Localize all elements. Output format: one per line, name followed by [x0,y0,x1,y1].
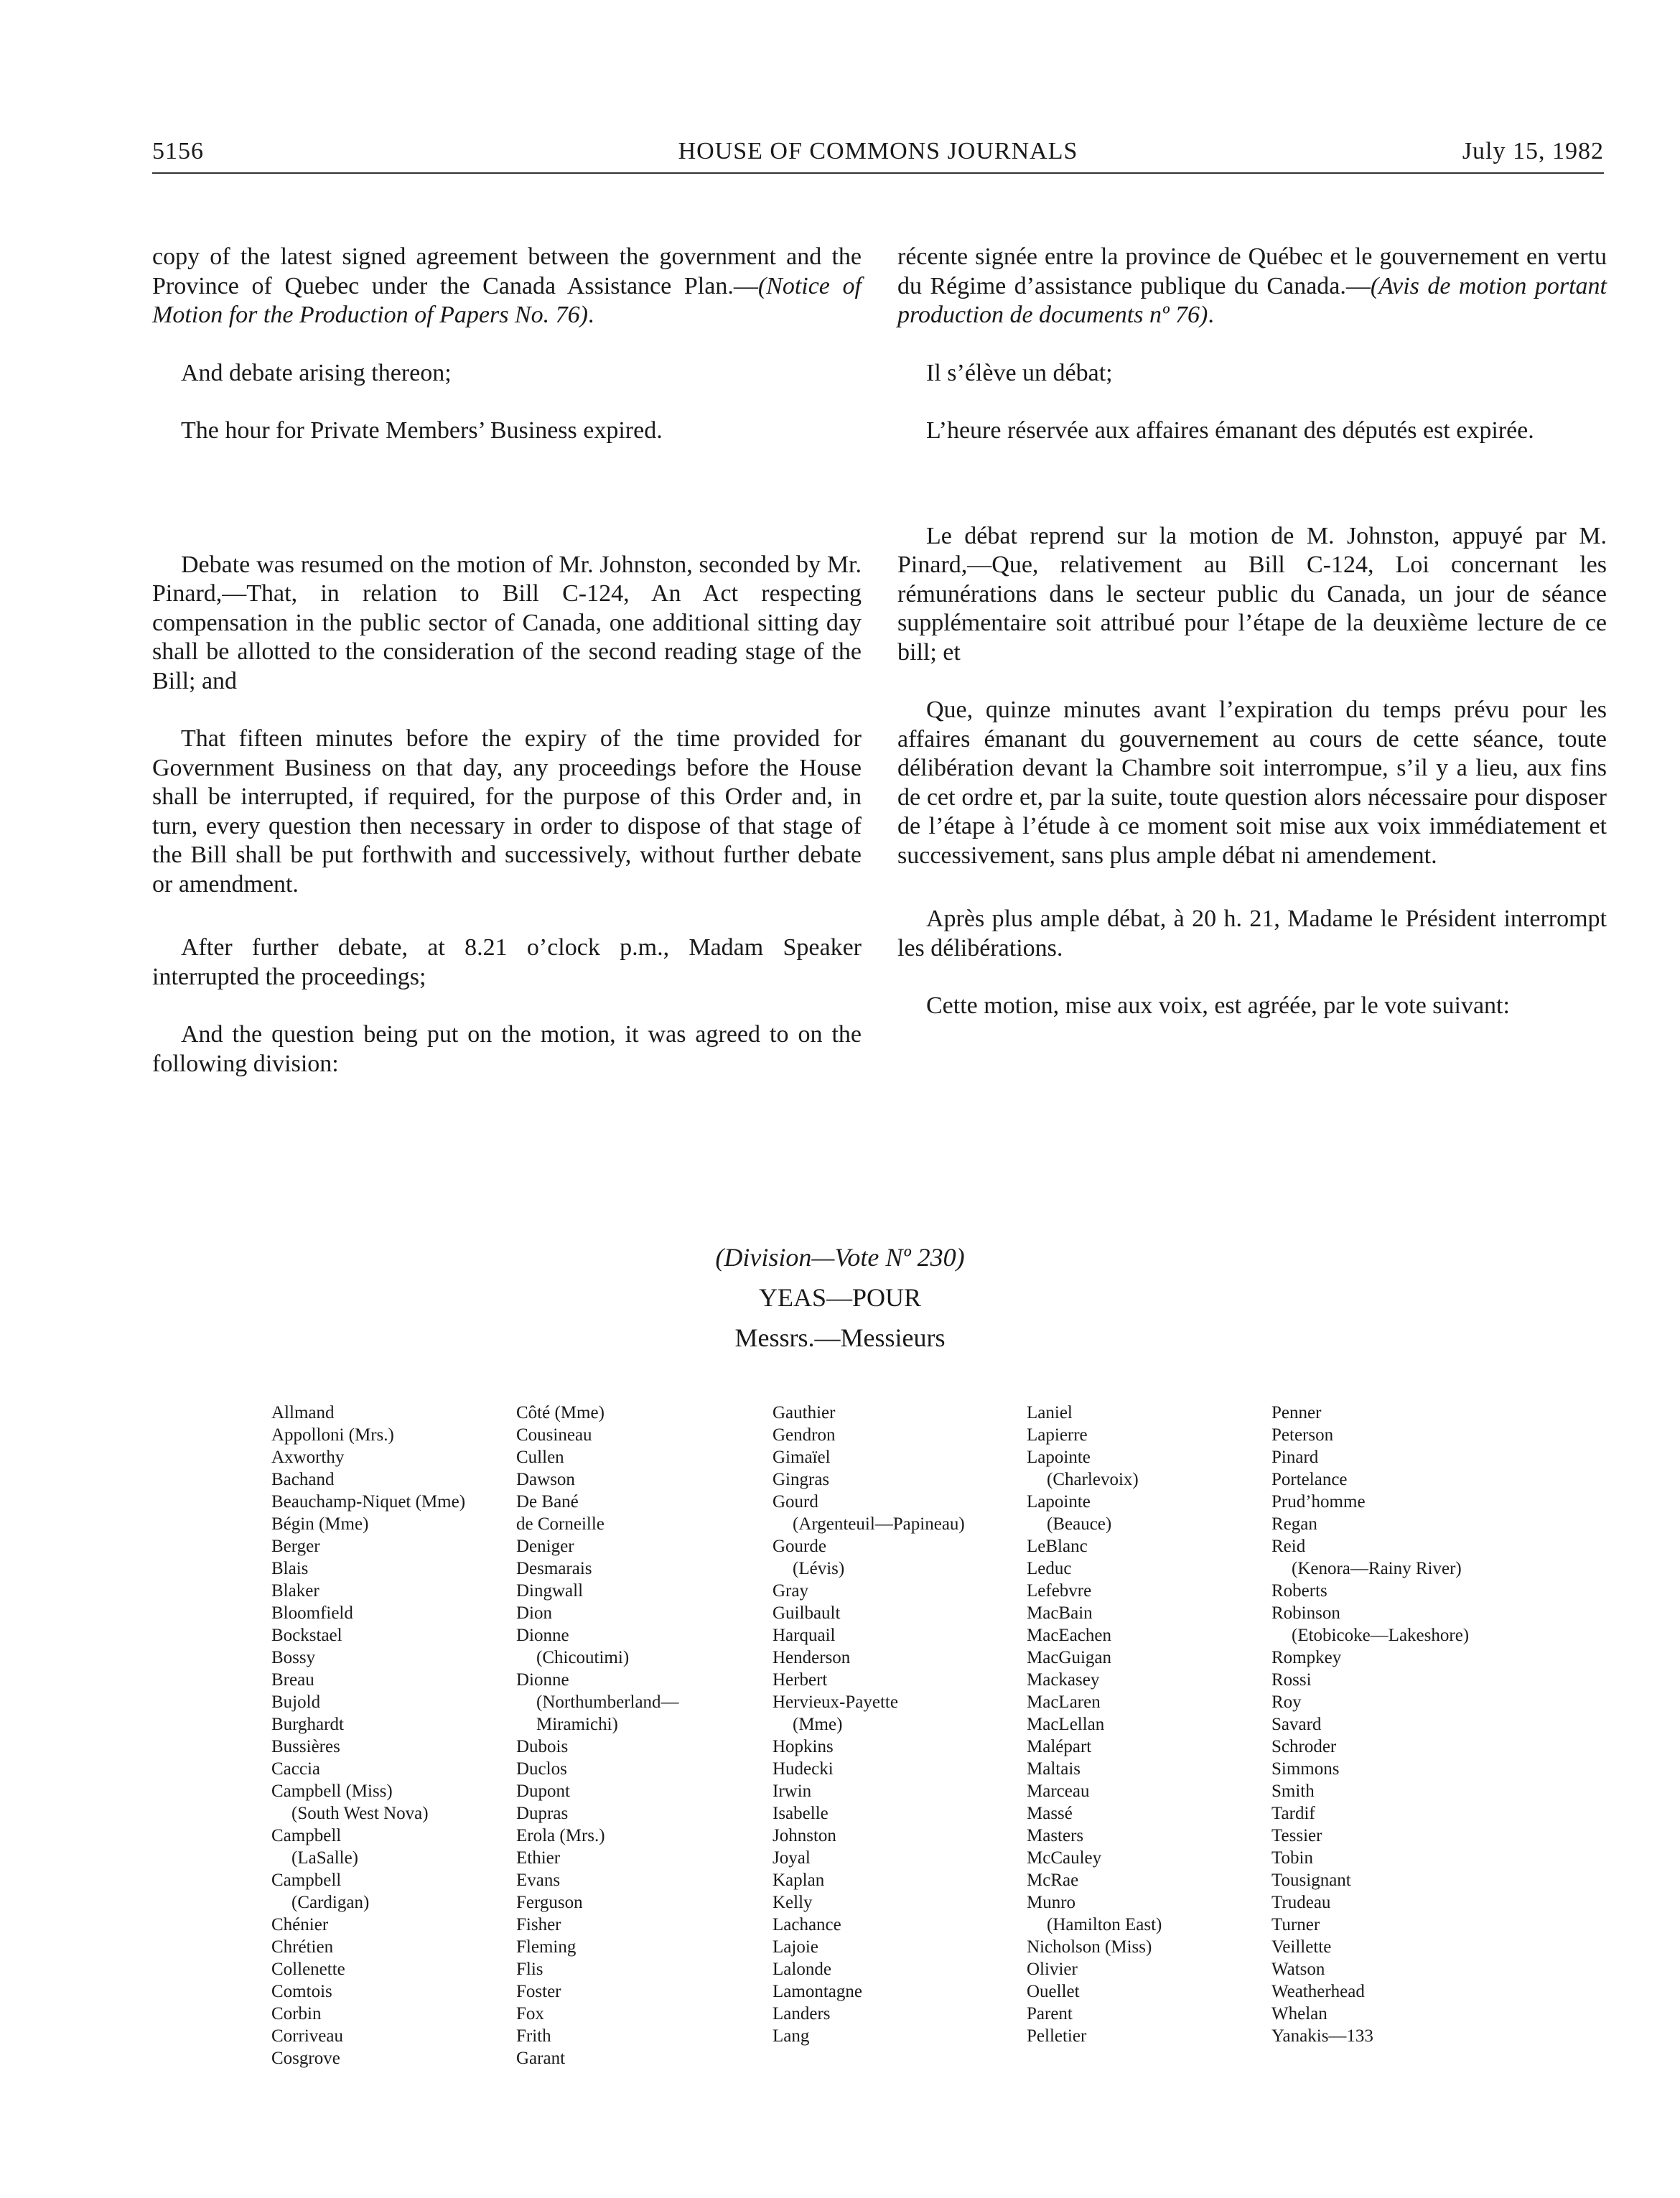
member-name: Irwin [773,1782,812,1801]
journal-title: HOUSE OF COMMONS JOURNALS [678,138,1078,164]
member-name: Burghardt [271,1715,344,1734]
member-name: Massé [1027,1804,1073,1823]
member-name: Lefebvre [1027,1581,1092,1601]
member-name: Prud’homme [1271,1492,1366,1512]
member-name: Savard [1271,1715,1322,1734]
member-name: MacLaren [1027,1692,1101,1712]
member-name: Deniger [516,1537,574,1556]
member-name: Tousignant [1271,1871,1351,1890]
member-name: Portelance [1271,1470,1348,1489]
member-name: Lang [773,2026,810,2046]
names-column-2 [516,1402,679,2069]
member-name: Gourd [773,1492,818,1512]
member-name: Dionne [516,1670,569,1690]
member-name: Dingwall [516,1581,584,1601]
member-name: Caccia [271,1759,321,1779]
member-name: Simmons [1271,1759,1340,1779]
member-name: (Charlevoix) [1047,1470,1139,1489]
page-header [152,138,1604,172]
member-name: Gauthier [773,1403,836,1422]
member-name: Bossy [271,1648,316,1667]
member-name: Gourde [773,1537,826,1556]
french-column [897,243,1607,1021]
fr-paragraph-2: Il s’élève un débat; [926,359,1113,386]
member-name: Cosgrove [271,2049,340,2068]
member-name: Breau [271,1670,314,1690]
member-name: Campbell [271,1826,342,1845]
member-name: Roberts [1271,1581,1327,1601]
en-paragraph-1: copy of the latest signed agreement between the government and the Province of Quebec under the Canada Assistance Plan.—(Notice of Motion for the Production of Papers No. 76). [152,243,862,328]
member-name: Gingras [773,1470,830,1489]
member-name: Dupras [516,1804,569,1823]
member-name: Rossi [1271,1670,1312,1690]
member-name: (Beauce) [1047,1514,1112,1534]
names-column-4 [1027,1402,1162,2047]
member-name: Dubois [516,1737,569,1756]
member-name: MacLellan [1027,1715,1105,1734]
header-rule [152,172,1604,174]
member-name: Peterson [1271,1425,1334,1445]
member-name: McRae [1027,1871,1079,1890]
member-name: Miramichi) [536,1715,618,1734]
names-column-1 [271,1402,465,2069]
member-name: LeBlanc [1027,1537,1088,1556]
member-name: Hudecki [773,1759,834,1779]
member-name: Bussières [271,1737,340,1756]
en-paragraph-2: And debate arising thereon; [181,359,452,386]
member-name: (Hamilton East) [1047,1915,1162,1934]
member-name: Rompkey [1271,1648,1342,1667]
member-name: Cullen [516,1448,564,1467]
en-paragraph-5: That fifteen minutes before the expiry of the time provided for Government Business on that day, any proceedings before the House shall be interrupted, if required, for the purpose of this Order and, in turn, every question then necessary in order to dispose of that stage of the Bill shall be put forthwith and successively, without further debate or amendment. [152,725,862,898]
member-name: Dionne [516,1626,569,1645]
member-name: Flis [516,1960,543,1979]
member-name: Lapierre [1027,1425,1088,1445]
member-name: Reid [1271,1537,1306,1556]
member-name: Johnston [773,1826,836,1845]
member-name: Duclos [516,1759,567,1779]
member-name: Masters [1027,1826,1084,1845]
member-name: Cousineau [516,1425,592,1445]
member-name: Tobin [1271,1848,1313,1868]
messrs-heading: Messrs.—Messieurs [734,1323,946,1352]
member-name: Lachance [773,1915,841,1934]
member-name: Gray [773,1581,808,1601]
member-name: Bujold [271,1692,321,1712]
en-paragraph-6: After further debate, at 8.21 o’clock p.m., Madam Speaker interrupted the proceedings; [152,934,862,990]
member-name: Desmarais [516,1559,592,1578]
member-name: Maltais [1027,1759,1081,1779]
member-name: Collenette [271,1960,345,1979]
division-title: (Division—Vote Nº 230) [715,1243,965,1272]
member-name: Tardif [1271,1804,1315,1823]
member-name: De Bané [516,1492,579,1512]
member-name: Lapointe [1027,1448,1091,1467]
member-name: Erola (Mrs.) [516,1826,605,1845]
member-name: Kaplan [773,1871,825,1890]
member-name: Bockstael [271,1626,342,1645]
member-name: Tessier [1271,1826,1322,1845]
member-name: Herbert [773,1670,828,1690]
member-name: Lapointe [1027,1492,1091,1512]
member-name: (Northumberland— [536,1692,679,1712]
member-name: McCauley [1027,1848,1102,1868]
names-column-5 [1271,1402,1469,2047]
member-name: Lajoie [773,1937,818,1957]
member-name: Harquail [773,1626,836,1645]
member-name: Guilbault [773,1603,841,1623]
member-name: Dupont [516,1782,570,1801]
member-name: Foster [516,1982,561,2001]
member-name: Ferguson [516,1893,583,1912]
member-name: Evans [516,1871,561,1890]
member-name: Frith [516,2026,551,2046]
member-name: Whelan [1271,2004,1327,2024]
member-name: Hervieux-Payette [773,1692,898,1712]
member-name: Blais [271,1559,309,1578]
member-name: Fisher [516,1915,561,1934]
member-name: Bloomfield [271,1603,353,1623]
member-name: Corriveau [271,2026,343,2046]
member-name: (Mme) [793,1715,843,1734]
member-name: (LaSalle) [291,1848,359,1868]
member-name: MacEachen [1027,1626,1111,1645]
member-name: Beauchamp-Niquet (Mme) [271,1492,466,1512]
member-name: Leduc [1027,1559,1072,1578]
member-name: Penner [1271,1403,1322,1422]
member-name: MacGuigan [1027,1648,1112,1667]
fr-paragraph-4: Le débat reprend sur la motion de M. Johnston, appuyé par M. Pinard,—Que, relativement au Bill C-124, Loi concernant les rémunérations dans le secteur public du Canada, un jour de séance supplémentaire soit attribué pour l’étape de la deuxième lecture de ce bill; et [897,522,1607,666]
member-name: (Etobicoke—Lakeshore) [1292,1626,1470,1645]
member-name: Malépart [1027,1737,1092,1756]
member-name: Henderson [773,1648,851,1667]
member-name: Lamontagne [773,1982,862,2001]
member-name: Fox [516,2004,544,2024]
member-name: Parent [1027,2004,1073,2024]
member-name: Nicholson (Miss) [1027,1937,1152,1957]
member-name: Marceau [1027,1782,1090,1801]
member-name: Chénier [271,1915,329,1934]
member-name: Pinard [1271,1448,1319,1467]
member-name: Mackasey [1027,1670,1100,1690]
member-name: Olivier [1027,1960,1078,1979]
member-name: Hopkins [773,1737,834,1756]
member-name: Blaker [271,1581,319,1601]
member-name: Bégin (Mme) [271,1514,369,1534]
member-name: Corbin [271,2004,322,2024]
member-name: MacBain [1027,1603,1093,1623]
fr-paragraph-5: Que, quinze minutes avant l’expiration du temps prévu pour les affaires émanant du gouvernement au cours de cette séance, toute délibération devant la Chambre soit interrompue, s’il y a lieu, aux fins de cet ordre et, par la suite, toute question alors nécessaire pour disposer de l’étape à l’étude à ce moment soit mise aux voix immédiatement et successivement, sans plus ample débat ni amendement. [897,697,1607,869]
member-name: Turner [1271,1915,1320,1934]
member-name: Côté (Mme) [516,1403,605,1422]
member-name: Ethier [516,1848,561,1868]
member-name: Ouellet [1027,1982,1080,2001]
member-name: Axworthy [271,1448,345,1467]
member-name: Regan [1271,1514,1317,1534]
member-name: Kelly [773,1893,813,1912]
division-heading [0,1237,1680,1358]
member-name: Gimaïel [773,1448,831,1467]
yeas-heading: YEAS—POUR [758,1283,922,1312]
english-column [152,243,862,1079]
en-paragraph-7: And the question being put on the motion, it was agreed to on the following division: [152,1021,862,1077]
member-name: Dawson [516,1470,575,1489]
names-column-3 [773,1402,965,2047]
member-name: Weatherhead [1271,1982,1365,2001]
member-name: Smith [1271,1782,1315,1801]
member-name: Munro [1027,1893,1076,1912]
page-number: 5156 [152,138,204,164]
member-name: (Lévis) [793,1559,845,1578]
member-name: (Kenora—Rainy River) [1292,1559,1462,1578]
fr-paragraph-6: Après plus ample débat, à 20 h. 21, Madame le Président interrompt les délibérations. [897,905,1607,961]
member-name: Isabelle [773,1804,829,1823]
member-name: Schroder [1271,1737,1337,1756]
member-name: Bachand [271,1470,335,1489]
member-name: Berger [271,1537,320,1556]
member-name: Joyal [773,1848,811,1868]
member-name: Campbell [271,1871,342,1890]
member-name: Allmand [271,1403,335,1422]
member-name: Lalonde [773,1960,831,1979]
member-name: Chrétien [271,1937,334,1957]
member-name: Yanakis—133 [1271,2026,1373,2046]
member-name: Pelletier [1027,2026,1087,2046]
member-name: de Corneille [516,1514,605,1534]
member-name: Appolloni (Mrs.) [271,1425,394,1445]
member-name: Robinson [1271,1603,1340,1623]
member-name: Campbell (Miss) [271,1782,393,1801]
member-name: Fleming [516,1937,577,1957]
member-name: Laniel [1027,1403,1073,1422]
fr-paragraph-1: récente signée entre la province de Québec et le gouvernement en vertu du Régime d’assistance publique du Canada.—(Avis de motion portant production de documents nº 76). [897,243,1607,328]
member-name: Garant [516,2049,566,2068]
en-paragraph-3: The hour for Private Members’ Business expired. [181,417,663,444]
member-name: Dion [516,1603,552,1623]
member-name: Comtois [271,1982,332,2001]
en-paragraph-4: Debate was resumed on the motion of Mr. Johnston, seconded by Mr. Pinard,—That, in relation to Bill C-124, An Act respecting compensation in the public sector of Canada, one additional sitting day shall be allotted to the consideration of the second reading stage of the Bill; and [152,551,862,694]
member-name: Landers [773,2004,831,2024]
fr-paragraph-7: Cette motion, mise aux voix, est agréée, par le vote suivant: [926,992,1510,1019]
journal-date: July 15, 1982 [1462,138,1604,164]
member-name: Trudeau [1271,1893,1331,1912]
member-name: (Argenteuil—Papineau) [793,1514,965,1534]
fr-paragraph-3: L’heure réservée aux affaires émanant des députés est expirée. [926,417,1534,444]
member-name: (Cardigan) [291,1893,370,1912]
member-name: Gendron [773,1425,836,1445]
member-name: (South West Nova) [291,1804,429,1823]
member-name: Roy [1271,1692,1302,1712]
member-name: (Chicoutimi) [536,1648,630,1667]
member-name: Veillette [1271,1937,1332,1957]
member-name: Watson [1271,1960,1325,1979]
